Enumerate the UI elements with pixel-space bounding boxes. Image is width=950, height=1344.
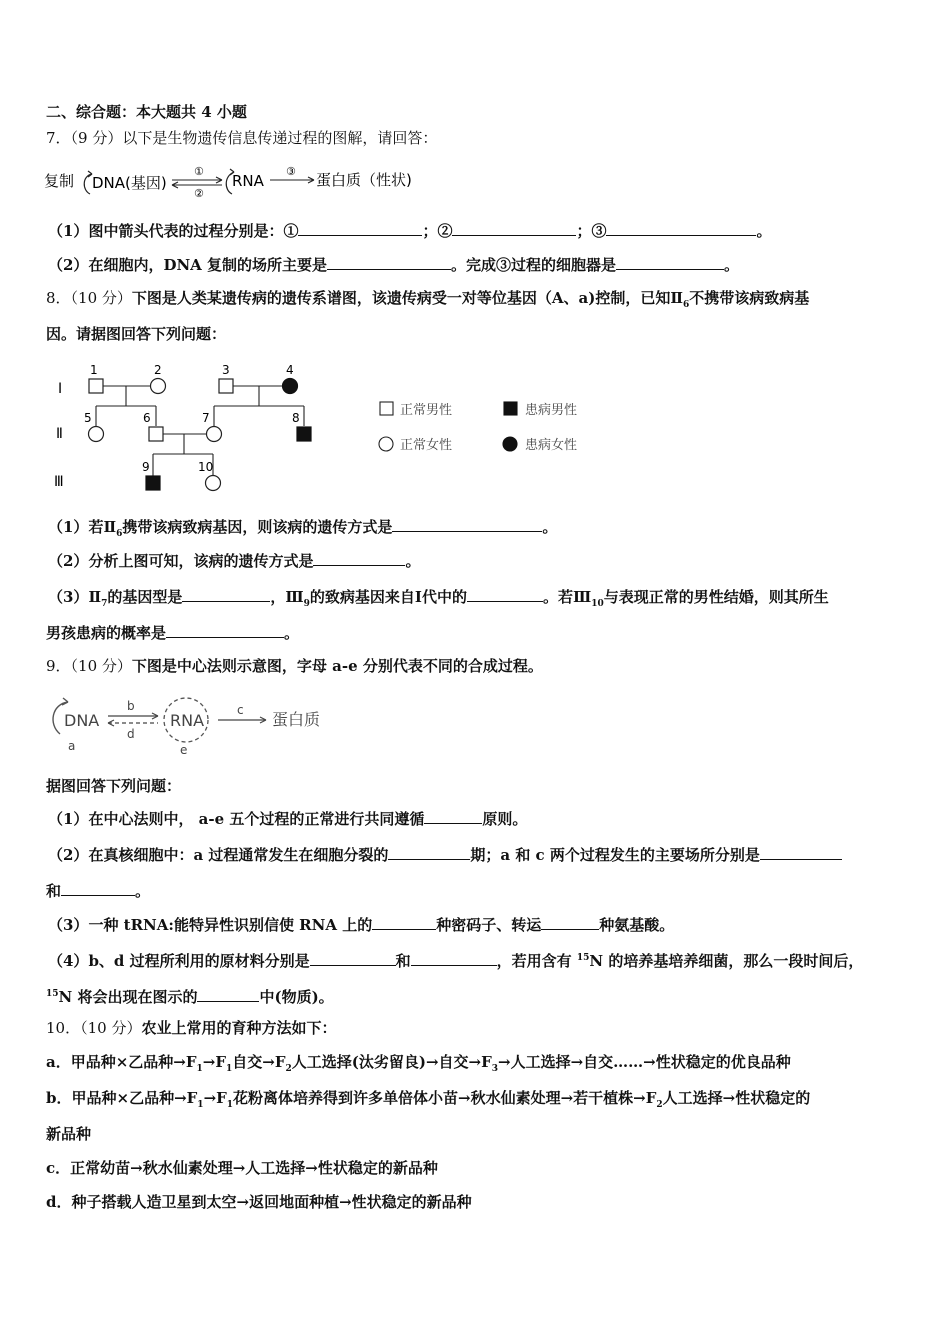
legend-affected-male-label: 患病男性 <box>525 403 578 418</box>
q9-p2c-a: 和 <box>46 882 62 900</box>
q9-p3-end: 种氨基酸。 <box>599 916 675 934</box>
q7-dna-label: DNA(基因) <box>92 174 167 192</box>
q9-stem <box>46 656 543 676</box>
q9-p4-b: 和 <box>395 952 411 970</box>
q9-p2-a: 在真核细胞中：a 过程通常发生在细胞分裂的 <box>88 846 389 864</box>
q9-p3-b: 种密码子、转运 <box>436 916 542 934</box>
q9-loop-a-head <box>62 698 68 705</box>
q10-method-b-cont: 新品种 <box>46 1125 92 1143</box>
q8-stem-sub6: 6 <box>683 300 690 310</box>
q10-a-t2: →F <box>202 1053 227 1071</box>
q7-stem <box>46 128 437 148</box>
q7-protein-label: 蛋白质（性状) <box>316 171 412 189</box>
q10-a-t1: 甲品种×乙品种→F <box>70 1053 197 1071</box>
id-5: 5 <box>84 411 92 425</box>
q10-method-d <box>46 1192 472 1212</box>
q8-p2-label: （2） <box>48 552 89 570</box>
q10-a-s4: 3 <box>491 1064 499 1074</box>
q10-c-text: 正常幼苗→秋水仙素处理→人工选择→性状稳定的新品种 <box>70 1159 438 1177</box>
q10-score: （10 分） <box>80 1019 142 1037</box>
individual-II7-normal-female <box>207 427 222 442</box>
q8-score: （10 分） <box>70 289 132 307</box>
id-2: 2 <box>154 363 162 377</box>
legend-normal-male-symbol <box>380 402 393 415</box>
q8-p1-b: 携带该病致病基因，则该病的遗传方式是 <box>122 518 393 536</box>
q8-p2-blank[interactable] <box>313 550 405 566</box>
individual-II6-normal-male <box>149 427 163 441</box>
q8-p3c-a: 男孩患病的概率是 <box>46 624 167 642</box>
q8-p3c-blank[interactable] <box>166 622 284 638</box>
q8-p1-label: （1） <box>48 518 89 536</box>
q10-a-s2: 1 <box>226 1064 233 1074</box>
q10-b-t4: 人工选择→性状稳定的 <box>662 1089 811 1107</box>
q9-dna-label: DNA <box>64 711 100 730</box>
q9-p4-sup: 15 <box>576 953 590 963</box>
q8-stem <box>46 288 809 315</box>
q8-stem-a: 下图是人类某遗传病的遗传系谱图，该遗传病受一对等位基因（A、a)控制，已知Ⅱ <box>131 289 684 307</box>
generation-I-label: Ⅰ <box>58 381 63 397</box>
q9-p4-blank-1[interactable] <box>310 950 396 966</box>
q8-p1-blank[interactable] <box>392 516 542 532</box>
q7-p1-blank-1[interactable] <box>298 220 422 236</box>
q10-b-s1: 1 <box>197 1100 204 1110</box>
q7-p2-label: （2） <box>48 256 89 274</box>
q9-p3-blank-1[interactable] <box>372 914 436 930</box>
q7-p1-blank-2[interactable] <box>452 220 576 236</box>
individual-I3-normal-male <box>219 379 233 393</box>
generation-II-label: Ⅱ <box>56 426 63 442</box>
q9-p2-blank-1[interactable] <box>388 844 470 860</box>
q7-stem-text: 以下是生物遗传信息传递过程的图解，请回答： <box>122 129 438 147</box>
q8-p3-f: 与表现正常的男性结婚，则其所生 <box>603 588 829 606</box>
q9-p2c-blank[interactable] <box>61 880 135 896</box>
q9-p1-blank[interactable] <box>424 808 482 824</box>
q8-part-1 <box>48 516 557 544</box>
q8-p3-sub7: 7 <box>101 599 108 609</box>
q9-p4c-a: N 将会出现在图示的 <box>58 988 198 1006</box>
q9-p3-blank-2[interactable] <box>541 914 599 930</box>
section-title: 二、综合题：本大题共 4 小题 <box>46 103 247 121</box>
id-9: 9 <box>142 460 150 474</box>
q10-d-label: d． <box>46 1193 72 1211</box>
q10-method-a <box>46 1052 791 1079</box>
q9-p4-label: （4） <box>48 952 89 970</box>
q7-mark-1: ① <box>194 165 204 178</box>
legend-normal-female-symbol <box>379 437 393 451</box>
generation-III-label: Ⅲ <box>54 474 64 490</box>
q7-p1-text: 图中箭头代表的过程分别是：① <box>88 222 299 240</box>
q7-p2-blank-1[interactable] <box>327 254 451 270</box>
q9-p4c-sup: 15 <box>46 989 59 999</box>
q8-part-3 <box>48 586 829 614</box>
q9-label-b: b <box>127 699 135 713</box>
q8-stem-cont: 因。请据图回答下列问题： <box>46 325 227 343</box>
id-1: 1 <box>90 363 98 377</box>
q9-label-c: c <box>237 703 244 717</box>
id-7: 7 <box>202 411 210 425</box>
q8-p3-label: （3） <box>48 588 89 606</box>
q7-part-1 <box>48 220 772 241</box>
id-8: 8 <box>292 411 300 425</box>
q7-p1-sep-2: ；③ <box>576 222 607 240</box>
q7-part-2 <box>48 254 739 275</box>
q10-d-text: 种子搭载人造卫星到太空→返回地面种植→性状稳定的新品种 <box>71 1193 472 1211</box>
q8-part-3-cont <box>46 622 299 643</box>
q8-p3-sub9: 9 <box>303 599 310 609</box>
q7-p2-text: 在细胞内，DNA 复制的场所主要是 <box>88 256 328 274</box>
q10-b-t3: 花粉离体培养得到许多单倍体小苗→秋水仙素处理→若干植株→F <box>233 1089 657 1107</box>
q10-a-t5: →人工选择→自交……→性状稳定的优良品种 <box>498 1053 791 1071</box>
q9-part-4 <box>48 948 863 971</box>
q7-p1-end: 。 <box>756 222 772 240</box>
individual-I1-normal-male <box>89 379 103 393</box>
legend-affected-female-label: 患病女性 <box>525 438 578 453</box>
individual-I4-affected-female <box>283 379 298 394</box>
q7-p2-end: 。 <box>724 256 740 274</box>
individual-II5-normal-female <box>89 427 104 442</box>
q7-p2-blank-2[interactable] <box>616 254 724 270</box>
q8-p1-sub: 6 <box>116 529 123 539</box>
q9-label-d: d <box>127 727 135 741</box>
q7-p1-label: （1） <box>48 222 89 240</box>
q10-b-t1: 甲品种×乙品种→F <box>71 1089 198 1107</box>
q10-method-b <box>46 1088 810 1115</box>
q9-p2c-end: 。 <box>135 882 151 900</box>
q8-part-2 <box>48 550 420 571</box>
q9-stem-text: 下图是中心法则示意图，字母 a-e 分别代表不同的合成过程。 <box>131 657 543 675</box>
q8-stem-b: 不携带该病致病基 <box>689 289 810 307</box>
q10-stem <box>46 1018 336 1038</box>
q9-p4-a: b、d 过程所利用的原材料分别是 <box>88 952 310 970</box>
legend-normal-male-label: 正常男性 <box>400 403 453 418</box>
q8-p1-end: 。 <box>542 518 558 536</box>
q9-part-3 <box>48 914 674 935</box>
q9-number: 9． <box>46 657 71 675</box>
q9-part-1 <box>48 808 527 829</box>
legend-normal-female-label: 正常女性 <box>400 438 453 453</box>
q8-p3-a: Ⅱ <box>88 588 102 606</box>
id-6: 6 <box>143 411 151 425</box>
q9-protein-label: 蛋白质 <box>272 710 321 729</box>
id-3: 3 <box>222 363 230 377</box>
q8-p3-b: 的基因型是 <box>107 588 183 606</box>
q10-a-t3: 自交→F <box>232 1053 286 1071</box>
q7-mark-3: ③ <box>286 165 296 178</box>
q9-central-dogma-diagram <box>46 692 346 756</box>
q8-p1-a: 若Ⅱ <box>88 518 117 536</box>
q9-p4-c: ，若用含有 <box>496 952 577 970</box>
q9-p4c-end: 中(物质)。 <box>259 988 334 1006</box>
q9-p3-a: 一种 tRNA:能特异性识别信使 RNA 上的 <box>88 916 373 934</box>
q10-number: 10． <box>46 1019 81 1037</box>
q7-p2-mid: 。完成③过程的细胞器是 <box>451 256 617 274</box>
individual-III10-normal-female <box>206 476 221 491</box>
q10-method-c <box>46 1158 438 1178</box>
id-10: 10 <box>198 460 214 474</box>
q9-p1-label: （1） <box>48 810 89 828</box>
id-4: 4 <box>286 363 294 377</box>
q8-pedigree-chart <box>46 358 606 500</box>
q7-p1-sep-1: ；② <box>422 222 453 240</box>
q8-p3-blank-1[interactable] <box>182 586 270 602</box>
q10-stem-text: 农业上常用的育种方法如下： <box>141 1019 337 1037</box>
q10-b-t2: →F <box>203 1089 227 1107</box>
q9-part-4-cont <box>46 984 334 1007</box>
q8-number: 8． <box>46 289 71 307</box>
q9-p1-end: 原则。 <box>482 810 528 828</box>
q10-b-label: b． <box>46 1089 72 1107</box>
q9-p2-blank-2[interactable] <box>760 844 842 860</box>
q9-p4c-blank[interactable] <box>197 986 259 1002</box>
individual-II8-affected-male <box>297 427 311 441</box>
q8-p3-sub10: 10 <box>591 599 604 609</box>
q9-p2-label: （2） <box>48 846 89 864</box>
legend-affected-female-symbol <box>503 437 517 451</box>
legend-affected-male-symbol <box>504 402 517 415</box>
q7-number: 7． <box>46 129 71 147</box>
q9-part-2 <box>48 844 842 865</box>
q8-p3-blank-2[interactable] <box>467 586 543 602</box>
q10-a-label: a． <box>46 1053 71 1071</box>
q10-c-label: c． <box>46 1159 71 1177</box>
q9-label-a: a <box>68 739 76 753</box>
individual-III9-affected-male <box>146 476 160 490</box>
q9-lead: 据图回答下列问题： <box>46 777 182 795</box>
q7-flow-diagram <box>44 160 444 202</box>
q10-a-s3: 2 <box>285 1064 292 1074</box>
q8-p3-e: 。若Ⅲ <box>542 588 592 606</box>
q7-replicate-label: 复制 <box>44 172 75 190</box>
q9-p4-blank-2[interactable] <box>411 950 497 966</box>
q9-p1-a: 在中心法则中， a-e 五个过程的正常进行共同遵循 <box>88 810 425 828</box>
q8-p3c-end: 。 <box>284 624 300 642</box>
q7-rna-label: RNA <box>232 172 264 190</box>
q9-part-2-cont <box>46 880 150 901</box>
q9-score: （10 分） <box>70 657 132 675</box>
q9-label-e: e <box>180 743 188 756</box>
q10-b-s3: 2 <box>656 1100 663 1110</box>
q8-p3-d: 的致病基因来自Ⅰ代中的 <box>309 588 467 606</box>
q10-a-t4: 人工选择(汰劣留良)→自交→F <box>291 1053 492 1071</box>
q9-p3-label: （3） <box>48 916 89 934</box>
q9-p2-b: 期；a 和 c 两个过程发生的主要场所分别是 <box>470 846 760 864</box>
q10-a-s1: 1 <box>196 1064 203 1074</box>
q7-mark-2: ② <box>194 187 204 200</box>
q9-p4-d: N 的培养基培养细菌，那么一段时间后， <box>589 952 864 970</box>
q8-p2-end: 。 <box>405 552 421 570</box>
q7-score: （9 分） <box>70 129 123 147</box>
q8-p3-c: ，Ⅲ <box>270 588 304 606</box>
q10-b-s2: 1 <box>226 1100 234 1110</box>
individual-I2-normal-female <box>151 379 166 394</box>
q9-rna-label: RNA <box>170 711 205 730</box>
q7-p1-blank-3[interactable] <box>606 220 756 236</box>
q8-p2-a: 分析上图可知，该病的遗传方式是 <box>88 552 314 570</box>
